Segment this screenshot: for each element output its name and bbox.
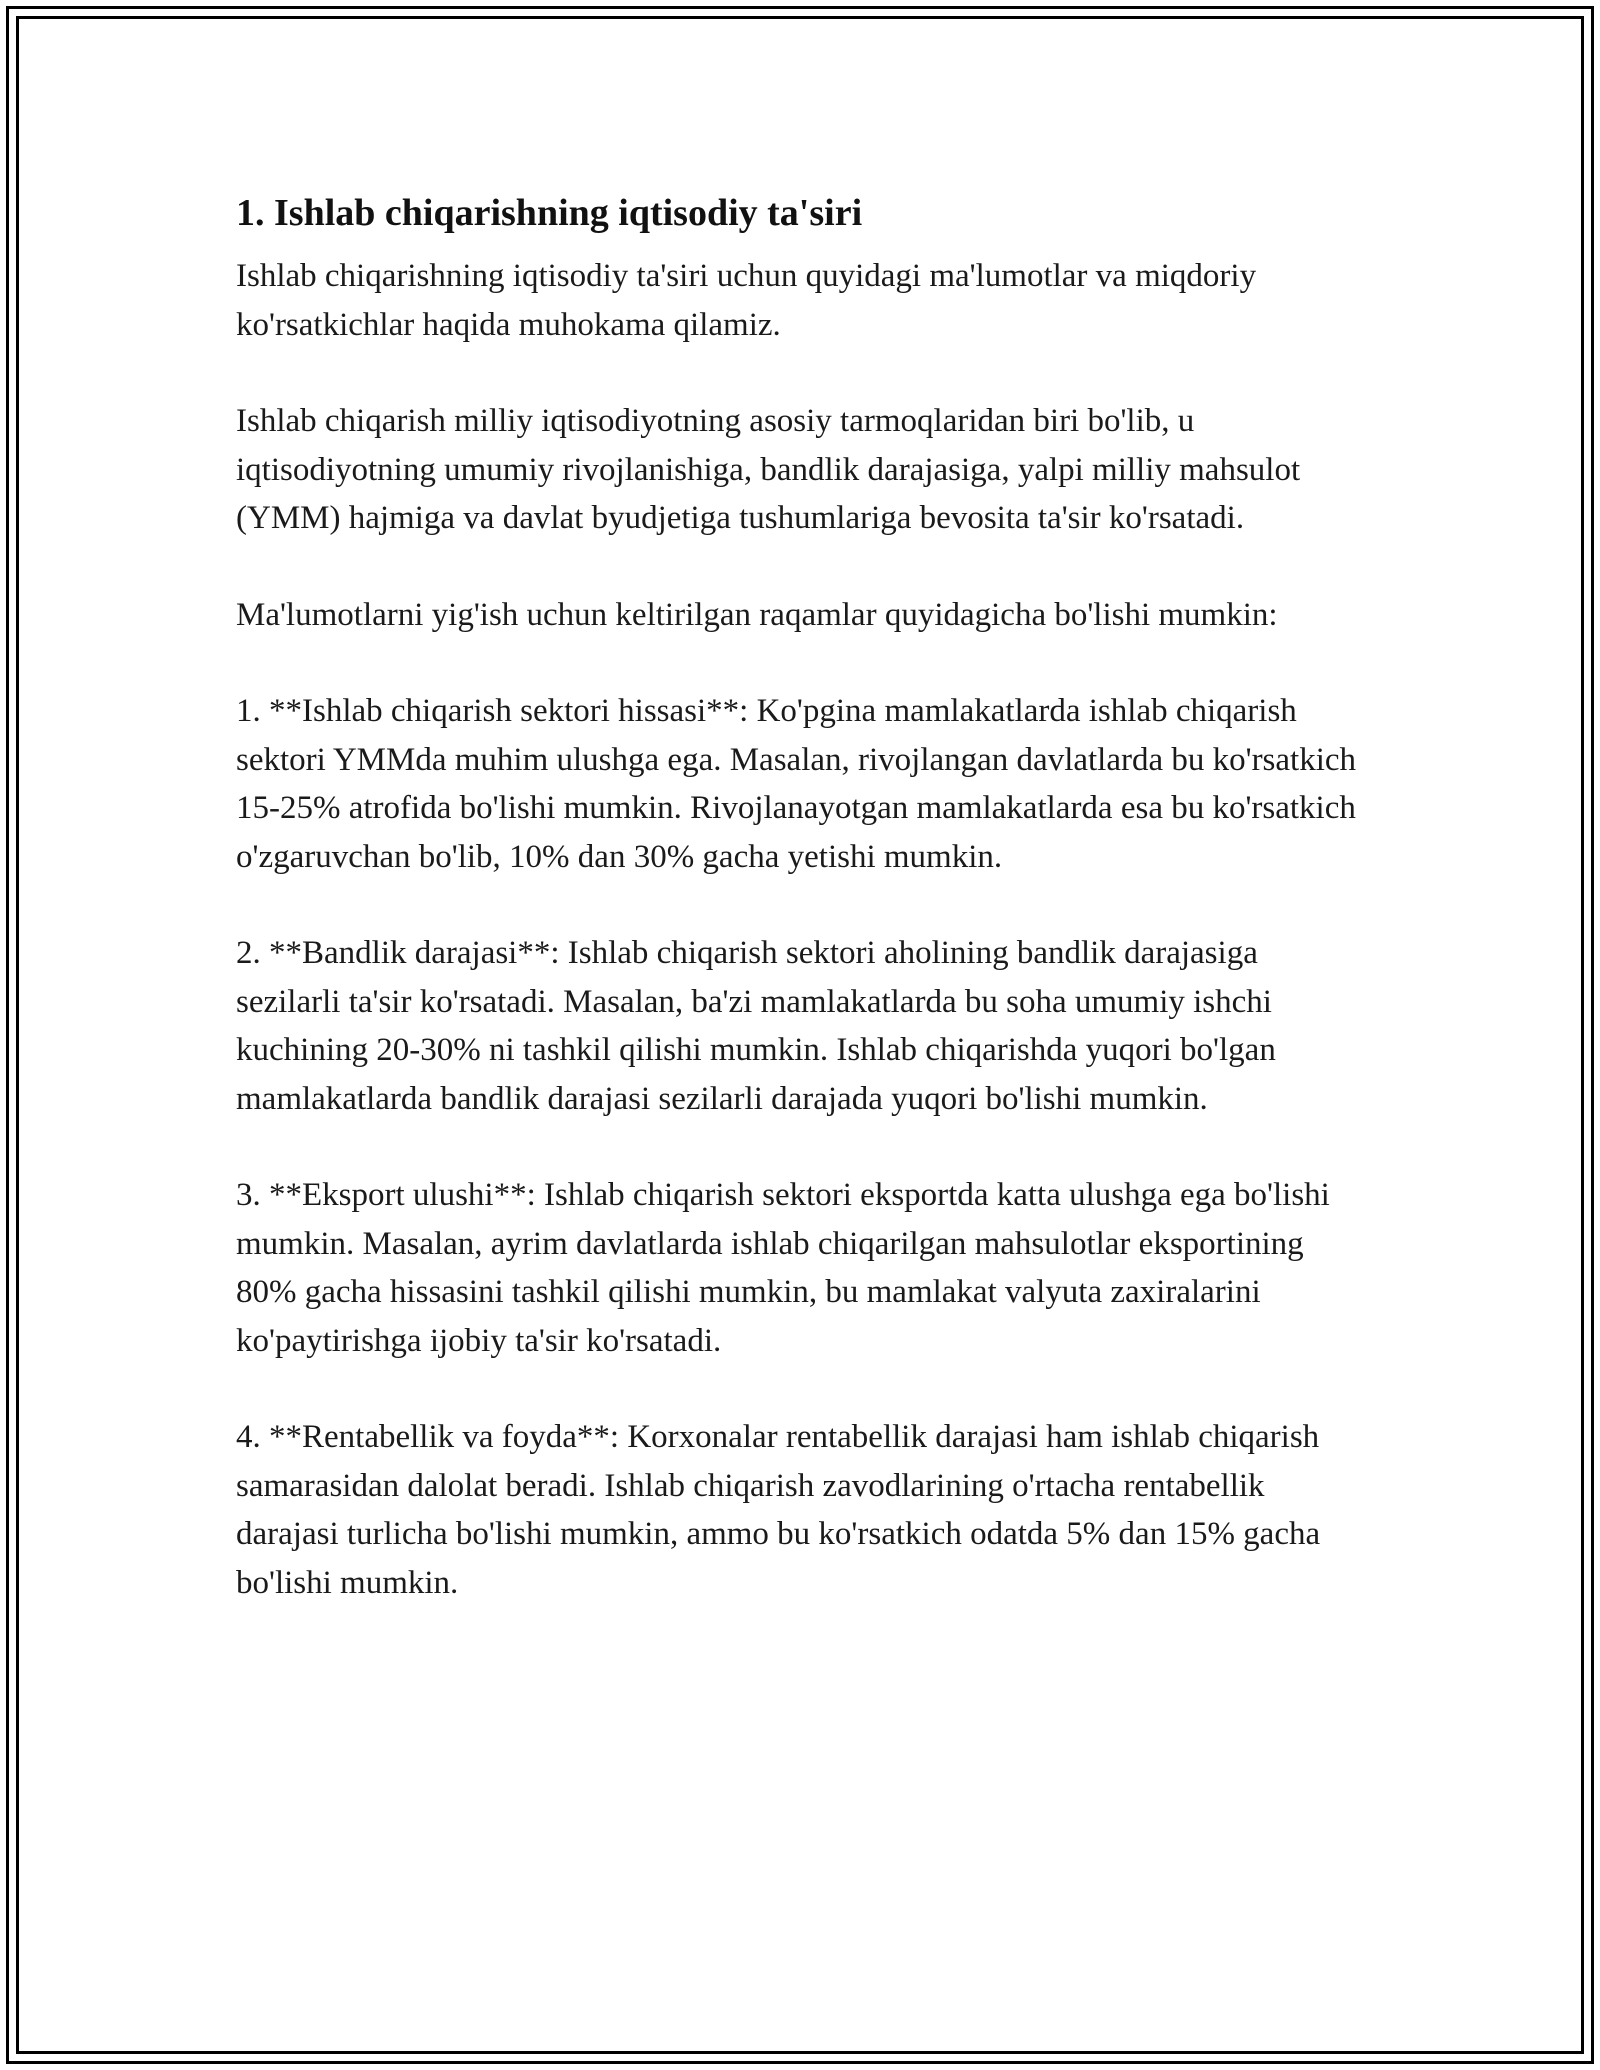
list-item-employment: 2. **Bandlik darajasi**: Ishlab chiqarish sektori aholining bandlik darajasiga sezilarli ta'sir ko'rsatadi. Masalan, ba'zi mamlakatlarda bu soha umumiy ishchi kuchining 20-30% ni tashkil qilishi mumkin. Ishlab chiqarishda yuqori bo'lgan mamlakatlarda bandlik darajasi sezilarli darajada yuqori bo'lishi mumkin. (236, 935, 1276, 1117)
document-body (236, 188, 1366, 1655)
document-title: 1. Ishlab chiqarishning iqtisodiy ta'siri (236, 192, 863, 234)
list-item-profitability: 4. **Rentabellik va foyda**: Korxonalar rentabellik darajasi ham ishlab chiqarish samarasidan dalolat beradi. Ishlab chiqarish zavodlarining o'rtacha rentabellik darajasi turlicha bo'lishi mumkin, ammo bu ko'rsatkich odatda 5% dan 15% gacha bo'lishi mumkin. (236, 1419, 1321, 1601)
paragraph-overview: Ishlab chiqarish milliy iqtisodiyotning asosiy tarmoqlaridan biri bo'lib, u iqtisodiyotning umumiy rivojlanishiga, bandlik darajasiga, yalpi milliy mahsulot (YMM) hajmiga va davlat byudjetiga tushumlariga bevosita ta'sir ko'rsatadi. (236, 403, 1301, 536)
list-item-export-share: 3. **Eksport ulushi**: Ishlab chiqarish sektori eksportda katta ulushga ega bo'lishi mumkin. Masalan, ayrim davlatlarda ishlab chiqarilgan mahsulotlar eksportining 80% gacha hissasini tashkil qilishi mumkin, bu mamlakat valyuta zaxiralarini ko'paytirishga ijobiy ta'sir ko'rsatadi. (236, 1177, 1330, 1359)
list-item-sector-share: 1. **Ishlab chiqarish sektori hissasi**: Ko'pgina mamlakatlarda ishlab chiqarish sektori YMMda muhim ulushga ega. Masalan, rivojlangan davlatlarda bu ko'rsatkich 15-25% atrofida bo'lishi mumkin. Rivojlanayotgan mamlakatlarda esa bu ko'rsatkich o'zgaruvchan bo'lib, 10% dan 30% gacha yetishi mumkin. (236, 693, 1357, 875)
paragraph-intro: Ishlab chiqarishning iqtisodiy ta'siri uchun quyidagi ma'lumotlar va miqdoriy ko'rsatkichlar haqida muhokama qilamiz. (236, 258, 1257, 343)
paragraph-data-lead: Ma'lumotlarni yig'ish uchun keltirilgan raqamlar quyidagicha bo'lishi mumkin: (236, 596, 1278, 633)
